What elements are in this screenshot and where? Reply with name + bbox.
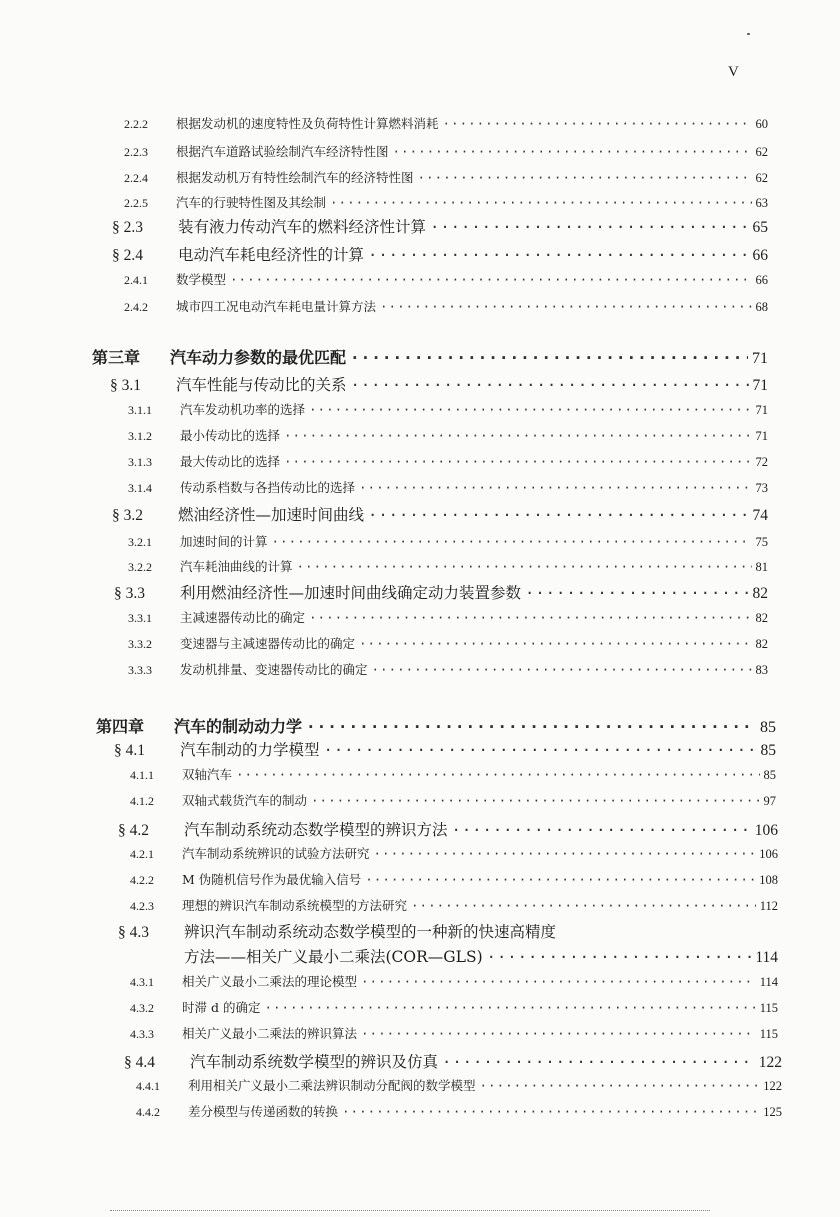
toc-number: 3.1.1 [128, 403, 152, 417]
toc-title: 根据汽车道路试验绘制汽车经济特性图 [176, 144, 389, 159]
toc-title: 理想的辨识汽车制动系统模型的方法研究 [182, 898, 408, 913]
toc-subsection [128, 400, 768, 418]
toc-title: 差分模型与传递函数的转换 [188, 1104, 339, 1119]
toc-title: 汽车制动的力学模型 [180, 741, 320, 759]
dot-leader [350, 348, 748, 367]
toc-page-number: 71 [755, 403, 768, 417]
toc-number: § 4.1 [114, 742, 145, 759]
toc-number: 4.2.3 [130, 899, 154, 913]
dot-leader [361, 1026, 756, 1041]
toc-subsection [130, 1024, 778, 1042]
dot-leader [480, 1078, 760, 1093]
dot-leader [443, 116, 752, 131]
toc-subsection [128, 452, 768, 470]
toc-subsection [128, 478, 768, 496]
toc-number: 4.1.1 [130, 768, 154, 782]
toc-page-number: 71 [752, 377, 768, 394]
toc-page-number: 62 [755, 171, 768, 185]
toc-title: 城市四工况电动汽车耗电量计算方法 [176, 299, 377, 314]
toc-page-number: 60 [755, 117, 768, 131]
dot-leader [230, 272, 751, 287]
toc-title: 相关广义最小二乘法的理论模型 [182, 974, 358, 989]
toc-section [112, 503, 768, 525]
toc-page-number: 71 [755, 429, 768, 443]
toc-page-number: 83 [755, 663, 768, 677]
toc-number: 2.4.2 [124, 300, 148, 314]
toc-number: § 3.2 [112, 507, 143, 524]
toc-title: 汽车的制动动力学 [174, 717, 303, 736]
toc-title: 汽车制动系统数学模型的辨识及仿真 [190, 1053, 439, 1071]
toc-subsection [128, 634, 768, 652]
toc-page-number: 85 [760, 719, 776, 736]
toc-subsection [124, 168, 768, 186]
toc-number: § 2.3 [112, 219, 143, 236]
toc-page-number: 65 [752, 219, 768, 236]
dot-leader [264, 1000, 755, 1015]
toc-number: 3.1.3 [128, 455, 152, 469]
toc-subsection [130, 896, 778, 914]
toc-page-number: 82 [752, 585, 768, 602]
toc-subsection [136, 1076, 782, 1094]
page-number: V [728, 64, 739, 80]
toc-number: 3.2.1 [128, 535, 152, 549]
toc-number: 2.2.3 [124, 145, 148, 159]
toc-page-number: 85 [760, 742, 776, 759]
dot-leader [487, 948, 752, 966]
dot-leader [236, 767, 759, 782]
toc-number: 4.4.1 [136, 1079, 160, 1093]
toc-number: 2.2.2 [124, 117, 148, 131]
dot-leader [297, 559, 752, 574]
toc-number: § 3.1 [110, 377, 141, 394]
toc-subsection [128, 426, 768, 444]
toc-page-number: 115 [759, 1001, 778, 1015]
toc-number: 4.4.2 [136, 1105, 160, 1119]
toc-chapter [96, 714, 776, 737]
dot-leader [380, 299, 751, 314]
toc-page-number: 115 [759, 1027, 778, 1041]
toc-number: 3.3.2 [128, 637, 152, 651]
toc-page-number: 108 [759, 873, 778, 887]
toc-page-number: 63 [755, 196, 768, 210]
toc-section [110, 373, 768, 395]
toc-number: 3.3.3 [128, 663, 152, 677]
dot-leader [272, 534, 752, 549]
dot-leader [351, 376, 749, 394]
toc-subsection [130, 972, 778, 990]
toc-page-number: 73 [755, 481, 768, 495]
toc-subsection [128, 532, 768, 550]
dot-leader [309, 402, 751, 417]
toc-number: § 3.3 [114, 585, 145, 602]
toc-number: 2.2.4 [124, 171, 148, 185]
toc-page-number: 106 [754, 822, 778, 839]
toc-subsection [136, 1102, 782, 1120]
toc-title: 相关广义最小二乘法的辨识算法 [182, 1026, 358, 1041]
dot-leader [393, 144, 752, 159]
toc-section [118, 818, 778, 840]
toc-section [112, 243, 768, 265]
toc-title: 加速时间的计算 [180, 534, 268, 549]
toc-page-number: 68 [755, 300, 768, 314]
toc-title: 主减速器传动比的确定 [180, 610, 306, 625]
toc-number: 3.2.2 [128, 560, 152, 574]
dot-leader [374, 846, 756, 861]
toc-subsection [124, 114, 768, 132]
toc-title: 汽车制动系统动态数学模型的辨识方法 [184, 821, 448, 839]
toc-title: 利用燃油经济性—加速时间曲线确定动力装置参数 [180, 584, 522, 602]
toc-subsection [128, 660, 768, 678]
toc-page-number: 66 [752, 247, 768, 264]
toc-page-number: 74 [752, 507, 768, 524]
dot-leader [365, 872, 755, 887]
toc-title: 双轴汽车 [182, 767, 233, 782]
toc-number: § 4.4 [124, 1054, 155, 1071]
toc-title: 汽车动力参数的最优匹配 [170, 348, 347, 367]
toc-page-number: 82 [755, 611, 768, 625]
toc-subsection [128, 608, 768, 626]
toc-subsection [124, 142, 768, 160]
toc-title: 汽车性能与传动比的关系 [176, 376, 347, 394]
dot-leader [430, 218, 748, 236]
toc-title: 汽车发动机功率的选择 [180, 402, 306, 417]
toc-title: 最小传动比的选择 [180, 428, 281, 443]
dot-leader [372, 662, 752, 677]
toc-title: 时滞 d 的确定 [182, 1000, 261, 1015]
toc-page-number: 114 [755, 949, 778, 966]
toc-number: 4.1.2 [130, 794, 154, 808]
toc-title: 燃油经济性—加速时间曲线 [178, 506, 365, 524]
toc-subsection [124, 270, 768, 288]
toc-section [114, 738, 776, 760]
toc-page-number: 125 [763, 1105, 782, 1119]
toc-title: 数学模型 [176, 272, 227, 287]
toc-subsection [130, 765, 776, 783]
toc-page-number: 106 [759, 847, 778, 861]
toc-title: M 伪随机信号作为最优输入信号 [182, 872, 362, 887]
toc-title: 变速器与主减速器传动比的确定 [180, 636, 356, 651]
dot-leader [342, 1104, 759, 1119]
toc-page-number: 114 [759, 975, 778, 989]
toc-number: 3.3.1 [128, 611, 152, 625]
toc-section [124, 1050, 782, 1072]
dot-leader [361, 974, 756, 989]
toc-subsection [130, 998, 778, 1016]
toc-title: 电动汽车耗电经济性的计算 [178, 246, 365, 264]
dot-leader [359, 480, 751, 495]
toc-number: 4.3.1 [130, 975, 154, 989]
toc-number: 3.1.2 [128, 429, 152, 443]
toc-number: 3.1.4 [128, 481, 152, 495]
toc-title: 装有液力传动汽车的燃料经济性计算 [178, 218, 427, 236]
toc-page-number: 85 [763, 768, 776, 782]
dot-leader [368, 506, 748, 524]
toc-subsection [128, 557, 768, 575]
toc-subsection [124, 193, 768, 211]
toc-number: 第三章 [92, 348, 141, 367]
dot-leader [411, 898, 756, 913]
toc-title: 最大传动比的选择 [180, 454, 281, 469]
toc-page-number: 122 [763, 1079, 782, 1093]
toc-number: § 4.3 [118, 924, 149, 941]
toc-title: 汽车的行驶特性图及其绘制 [176, 195, 327, 210]
toc-number: 4.2.1 [130, 847, 154, 861]
toc-page-number: 112 [759, 899, 778, 913]
toc-page-number: 71 [752, 350, 768, 367]
toc-subsection [130, 791, 776, 809]
toc-chapter [92, 345, 768, 368]
toc-title: 双轴式载货汽车的制动 [182, 793, 308, 808]
toc-page-number: 62 [755, 145, 768, 159]
toc-title: 利用相关广义最小二乘法辨识制动分配阀的数学模型 [188, 1078, 476, 1093]
dot-leader [525, 584, 748, 602]
dot-leader [311, 793, 759, 808]
toc-number: 第四章 [96, 717, 145, 736]
toc-title: 方法——相关广义最小二乘法(COR—GLS) [184, 948, 483, 966]
dot-leader [359, 636, 751, 651]
toc-page-number: 122 [758, 1054, 782, 1071]
dot-leader [324, 741, 757, 759]
toc-title: 根据发动机万有特性绘制汽车的经济特性图 [176, 170, 414, 185]
dot-leader [368, 246, 748, 264]
dot-leader [330, 195, 751, 210]
toc-page-number: 72 [755, 455, 768, 469]
toc-number: § 4.2 [118, 822, 149, 839]
toc-subsection [130, 870, 778, 888]
dot-leader [284, 454, 751, 469]
dot-leader [442, 1053, 755, 1071]
toc-page-number: 97 [763, 794, 776, 808]
toc-number: § 2.4 [112, 247, 143, 264]
toc-number: 2.4.1 [124, 273, 148, 287]
toc-number: 4.2.2 [130, 873, 154, 887]
toc-section-continued [184, 945, 778, 967]
toc-page-number: 82 [755, 637, 768, 651]
toc-title: 辨识汽车制动系统动态数学模型的一种新的快速高精度 [184, 923, 557, 941]
toc-section [118, 920, 778, 942]
page-bottom-edge [110, 1210, 710, 1215]
toc-page-number: 66 [755, 273, 768, 287]
dot-leader [284, 428, 751, 443]
dot-leader [452, 821, 751, 839]
toc-section [112, 215, 768, 237]
toc-title: 传动系档数与各挡传动比的选择 [180, 480, 356, 495]
toc-subsection [124, 297, 768, 315]
toc-number: 2.2.5 [124, 196, 148, 210]
toc-title: 根据发动机的速度特性及负荷特性计算燃料消耗 [176, 116, 439, 131]
toc-section [114, 581, 768, 603]
toc-title: 汽车制动系统辨识的试验方法研究 [182, 846, 370, 861]
dot-leader [309, 610, 751, 625]
toc-number: 4.3.3 [130, 1027, 154, 1041]
toc-title: 汽车耗油曲线的计算 [180, 559, 293, 574]
dot-leader [306, 717, 756, 736]
toc-subsection [130, 844, 778, 862]
toc-page-number: 81 [755, 560, 768, 574]
toc-page-number: 75 [755, 535, 768, 549]
toc-number: 4.3.2 [130, 1001, 154, 1015]
toc-title: 发动机排量、变速器传动比的确定 [180, 662, 368, 677]
dot-leader [418, 170, 752, 185]
